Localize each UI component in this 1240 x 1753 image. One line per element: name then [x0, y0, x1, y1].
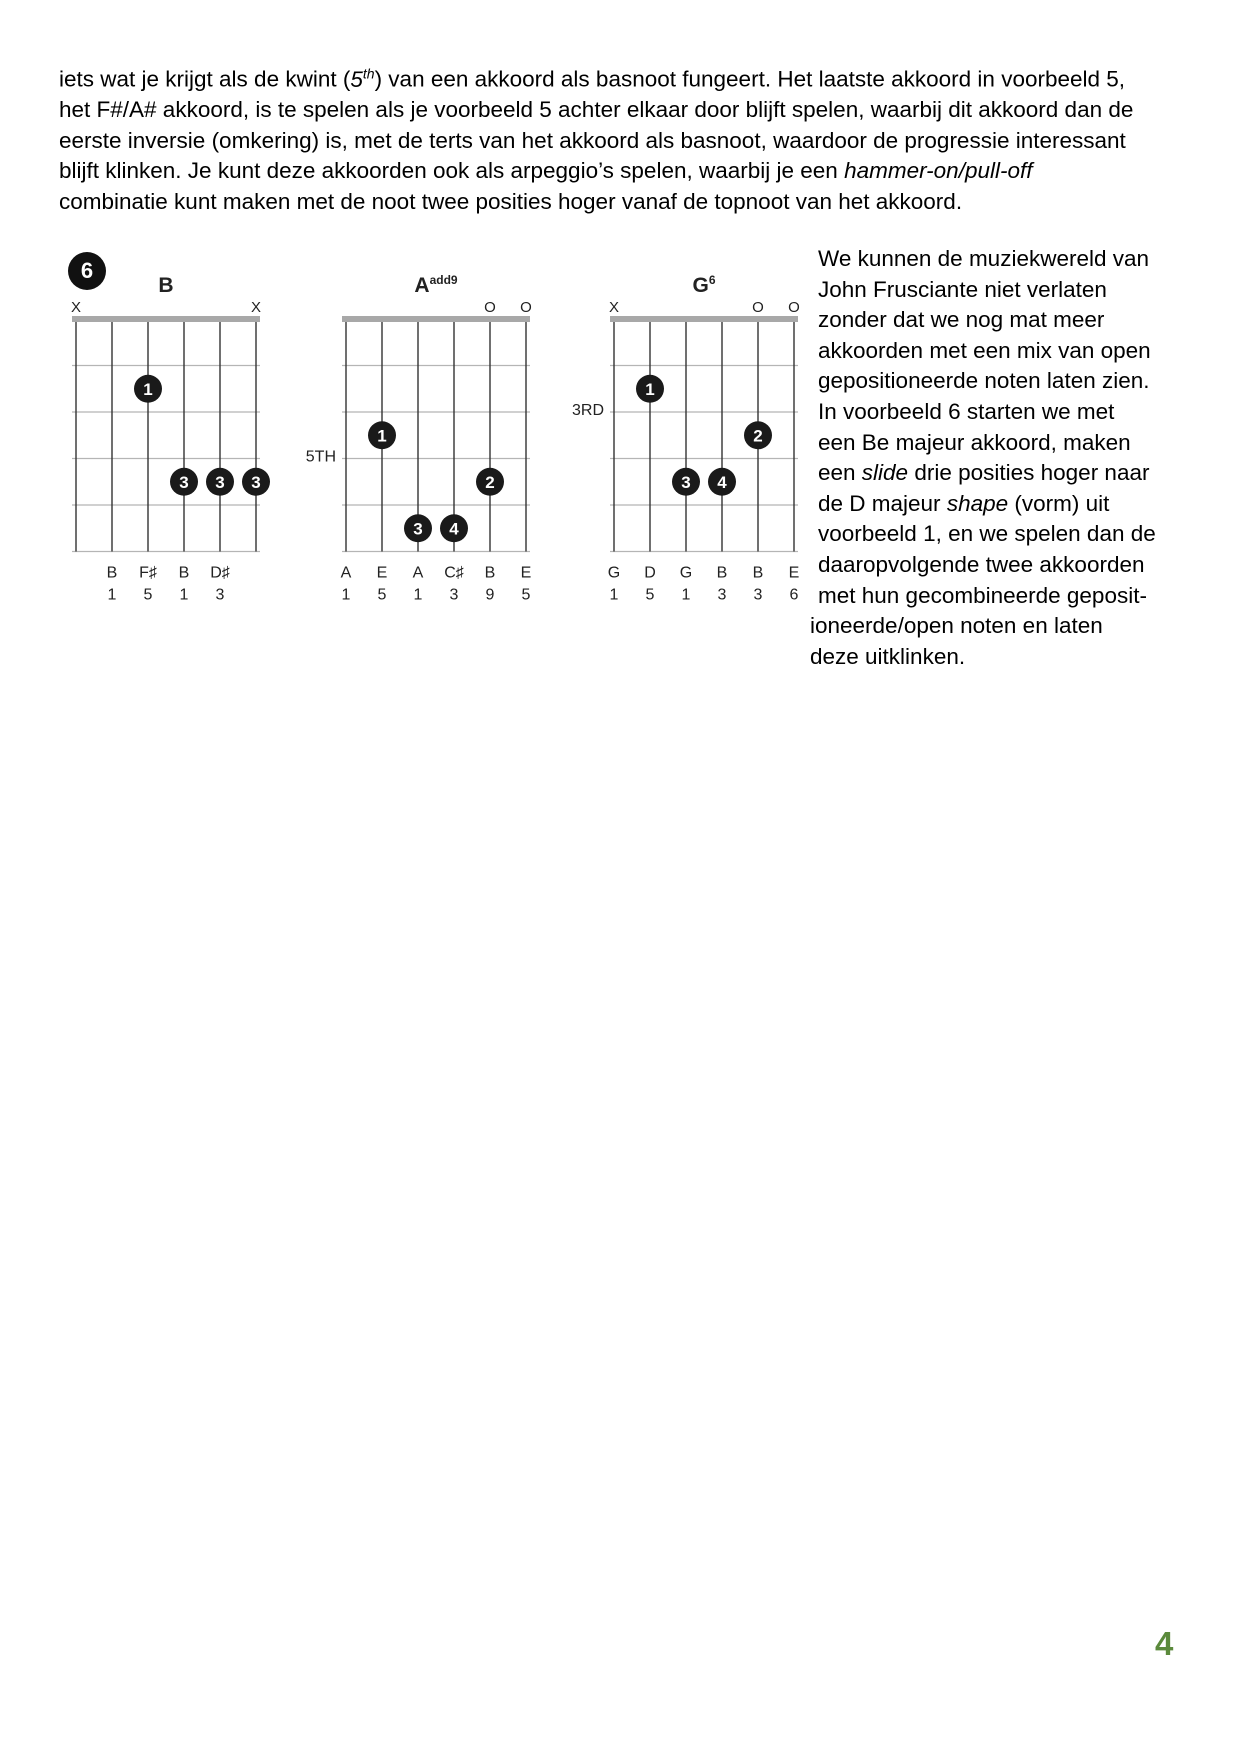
string-marker: O: [484, 299, 496, 316]
scale-degree: 3: [215, 586, 225, 604]
note-name: B: [178, 564, 190, 582]
finger-number: 2: [485, 472, 495, 492]
side-line: voorbeeld 1, en we spelen dan de: [818, 521, 1156, 547]
nut: [610, 316, 798, 322]
nut: [342, 316, 530, 322]
finger-number: 4: [717, 472, 727, 492]
finger-number: 3: [413, 519, 423, 539]
chord-chart-a-add9: [294, 250, 544, 610]
scale-degree: 1: [341, 586, 351, 604]
note-name: B: [484, 564, 496, 582]
example-badge-number: 6: [80, 258, 94, 283]
position-label: 3RD: [571, 401, 604, 419]
string-marker: X: [608, 299, 620, 316]
chord-name: B: [158, 274, 174, 297]
side-line: ioneerde/open noten en laten: [810, 613, 1103, 639]
scale-degree: 3: [717, 586, 727, 604]
note-name: A: [412, 564, 424, 582]
intro-line-4: blijft klinken. Je kunt deze akkoorden ook als arpeggio’s spelen, waarbij je een hammer-on/pull-off: [59, 158, 1033, 183]
chord-chart-g6: [562, 250, 812, 610]
string-marker: X: [250, 299, 262, 316]
note-name: B: [106, 564, 118, 582]
scale-degree: 5: [521, 586, 531, 604]
scale-degree: 3: [753, 586, 763, 604]
finger-number: 3: [681, 472, 691, 492]
intro-line-5: combinatie kunt maken met de noot twee posities hoger vanaf de topnoot van het akkoord.: [59, 188, 963, 214]
note-name: D♯: [210, 564, 230, 582]
intro-paragraph: [59, 58, 1179, 217]
scale-degree: 1: [179, 586, 189, 604]
side-line: een slide drie posities hoger naar: [818, 460, 1150, 486]
finger-number: 1: [143, 379, 153, 399]
side-line: een Be majeur akkoord, maken: [818, 429, 1131, 455]
note-name: D: [644, 564, 656, 582]
side-line: deze uitklinken.: [810, 643, 966, 669]
string-marker: O: [520, 299, 532, 316]
nut: [72, 316, 260, 322]
side-line: gepositioneerde noten laten zien.: [818, 368, 1150, 394]
note-name: B: [716, 564, 728, 582]
scale-degree: 1: [681, 586, 691, 604]
note-name: G: [607, 564, 621, 582]
intro-line-2: het F#/A# akkoord, is te spelen als je voorbeeld 5 achter elkaar door blijft spelen, waarbij dit akkoord dan de: [59, 97, 1134, 122]
note-name: E: [520, 564, 532, 582]
scale-degree: 6: [789, 586, 799, 604]
scale-degree: 1: [609, 586, 619, 604]
note-name: B: [752, 564, 764, 582]
side-line: akkoorden met een mix van open: [818, 337, 1151, 363]
hammer-on-term: hammer-on/pull-off: [844, 158, 1033, 183]
slide-term: slide: [861, 460, 909, 486]
string-marker: O: [752, 299, 764, 316]
chord-chart-b: [66, 250, 276, 610]
finger-number: 4: [449, 519, 459, 539]
note-name: E: [788, 564, 800, 582]
chord-name: $A^{add9}$: [414, 273, 458, 297]
finger-number: 1: [645, 379, 655, 399]
scale-degree: 5: [645, 586, 655, 604]
side-paragraph: [810, 244, 1188, 672]
string-marker: O: [788, 299, 800, 316]
intro-line-3: eerste inversie (omkering) is, met de terts van het akkoord als basnoot, waardoor de progressie interessant: [59, 127, 1126, 153]
finger-number: 3: [179, 472, 189, 492]
chord-name: $G^6$: [692, 273, 716, 297]
side-line: met hun gecombineerde geposit-: [818, 582, 1147, 608]
side-line: In voorbeeld 6 starten we met: [818, 398, 1115, 424]
scale-degree: 9: [485, 586, 495, 604]
shape-term: shape: [946, 490, 1009, 516]
scale-degree: 5: [143, 586, 153, 604]
intro-line-1: iets wat je krijgt als de kwint (5th) van een akkoord als basnoot fungeert. Het laatste akkoord in voorbeeld 5,: [59, 65, 1126, 92]
scale-degree: 5: [377, 586, 387, 604]
scale-degree: 1: [413, 586, 423, 604]
scale-degree: 1: [107, 586, 117, 604]
page-number: 4: [1155, 1625, 1174, 1662]
string-marker: X: [70, 299, 82, 316]
fifth-symbol: 5th: [350, 65, 375, 92]
side-line: daaropvolgende twee akkoorden: [818, 551, 1145, 577]
finger-number: 2: [753, 426, 763, 446]
scale-degree: 3: [449, 586, 459, 604]
note-name: E: [376, 564, 388, 582]
finger-number: 1: [377, 426, 387, 446]
finger-number: 3: [215, 472, 225, 492]
side-line: zonder dat we nog mat meer: [818, 307, 1105, 333]
note-name: C♯: [444, 564, 464, 582]
position-label: 5TH: [305, 448, 336, 466]
note-name: G: [679, 564, 693, 582]
side-line: We kunnen de muziekwereld van: [818, 246, 1150, 271]
side-line: John Frusciante niet verlaten: [818, 276, 1107, 302]
note-name: F♯: [139, 564, 157, 582]
finger-number: 3: [251, 472, 261, 492]
side-line: de D majeur shape (vorm) uit: [818, 490, 1110, 516]
note-name: A: [340, 564, 352, 582]
